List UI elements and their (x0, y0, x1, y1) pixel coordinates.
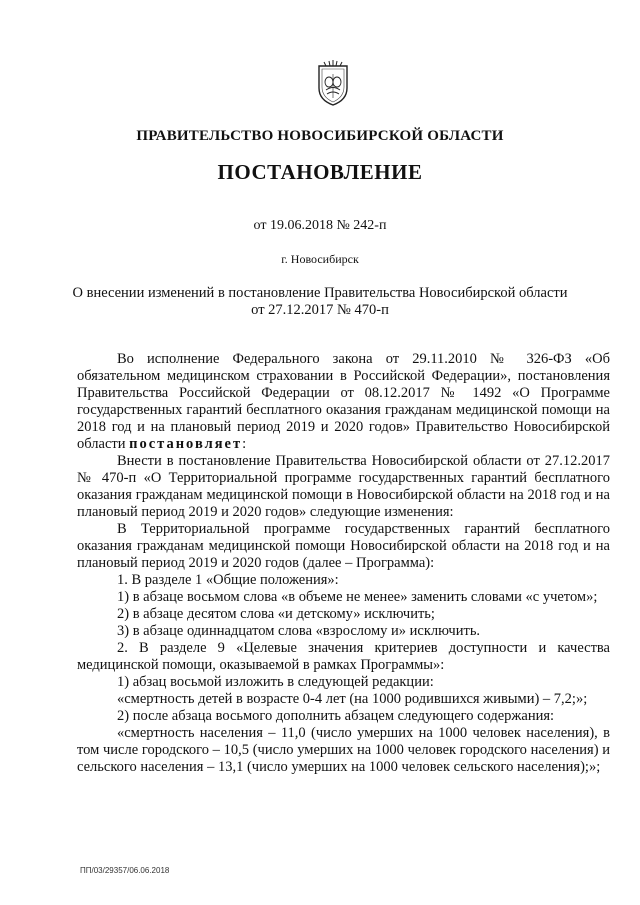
body-paragraph: «смертность детей в возрасте 0-4 лет (на 1000 родившихся живыми) – 7,2;»; (117, 691, 588, 707)
resolves-keyword: постановляет (129, 436, 243, 452)
preamble-paragraph (77, 351, 610, 453)
subject-line-2: от 27.12.2017 № 470-п (251, 302, 389, 318)
document-type-title: ПОСТАНОВЛЕНИЕ (217, 160, 423, 184)
body-paragraph: В Территориальной программе государственных гарантий бесплатного оказания гражданам медицинской помощи Новосибирской области на 2018 год и на плановый период 2019 и 2020 годов (далее – Программа): (77, 521, 610, 571)
body-paragraph: 1) абзац восьмой изложить в следующей редакции: (117, 674, 434, 690)
subject-line-1: О внесении изменений в постановление Правительства Новосибирской области (72, 285, 568, 301)
body-paragraph: 2) в абзаце десятом слова «и детскому» исключить; (117, 606, 435, 622)
document-body (77, 351, 610, 776)
preamble-end: : (242, 436, 247, 452)
preamble-text: Во исполнение Федерального закона от 29.11.2010 № 326-ФЗ «Об обязательном медицинском страховании в Российской Федерации», постановления Правительства Российской Федерации от 08.12.2017 № 1492 «О Программе государственных гарантий бесплатного оказания гражданам медицинской помощи на 2018 год и на плановый период 2019 и 2020 годов» Правительство Новосибирской области (77, 351, 610, 452)
body-paragraph: 3) в абзаце одиннадцатом слова «взрослому и» исключить. (117, 623, 481, 639)
document-date-number: от 19.06.2018 № 242-п (253, 218, 387, 233)
document-subject (70, 285, 570, 319)
body-paragraph: 1. В разделе 1 «Общие положения»: (117, 572, 339, 588)
body-paragraph: Внести в постановление Правительства Новосибирской области от 27.12.2017 № 470-п «О Территориальной программе государственных гарантий бесплатного оказания гражданам медицинской помощи в Новосибирской области на 2018 год и на плановый период 2019 и 2020 годов» следующие изменения: (77, 453, 610, 520)
footer-document-code: ПП/03/29357/06.06.2018 (80, 866, 170, 875)
body-paragraph: 2. В разделе 9 «Целевые значения критериев доступности и качества медицинской помощи, оказываемой в рамках Программы»: (77, 640, 610, 673)
organization-name: ПРАВИТЕЛЬСТВО НОВОСИБИРСКОЙ ОБЛАСТИ (136, 128, 504, 144)
body-paragraph: 1) в абзаце восьмом слова «в объеме не менее» заменить словами «с учетом»; (117, 589, 598, 605)
body-paragraph: «смертность населения – 11,0 (число умерших на 1000 человек населения), в том числе городского – 10,5 (число умерших на 1000 человек городского населения) и сельского населения – 13,1 (число умерших на 1000 человек сельского населения);»; (77, 725, 610, 775)
coat-of-arms-icon (316, 60, 350, 106)
body-paragraph: 2) после абзаца восьмого дополнить абзацем следующего содержания: (117, 708, 555, 724)
document-city: г. Новосибирск (281, 252, 359, 266)
